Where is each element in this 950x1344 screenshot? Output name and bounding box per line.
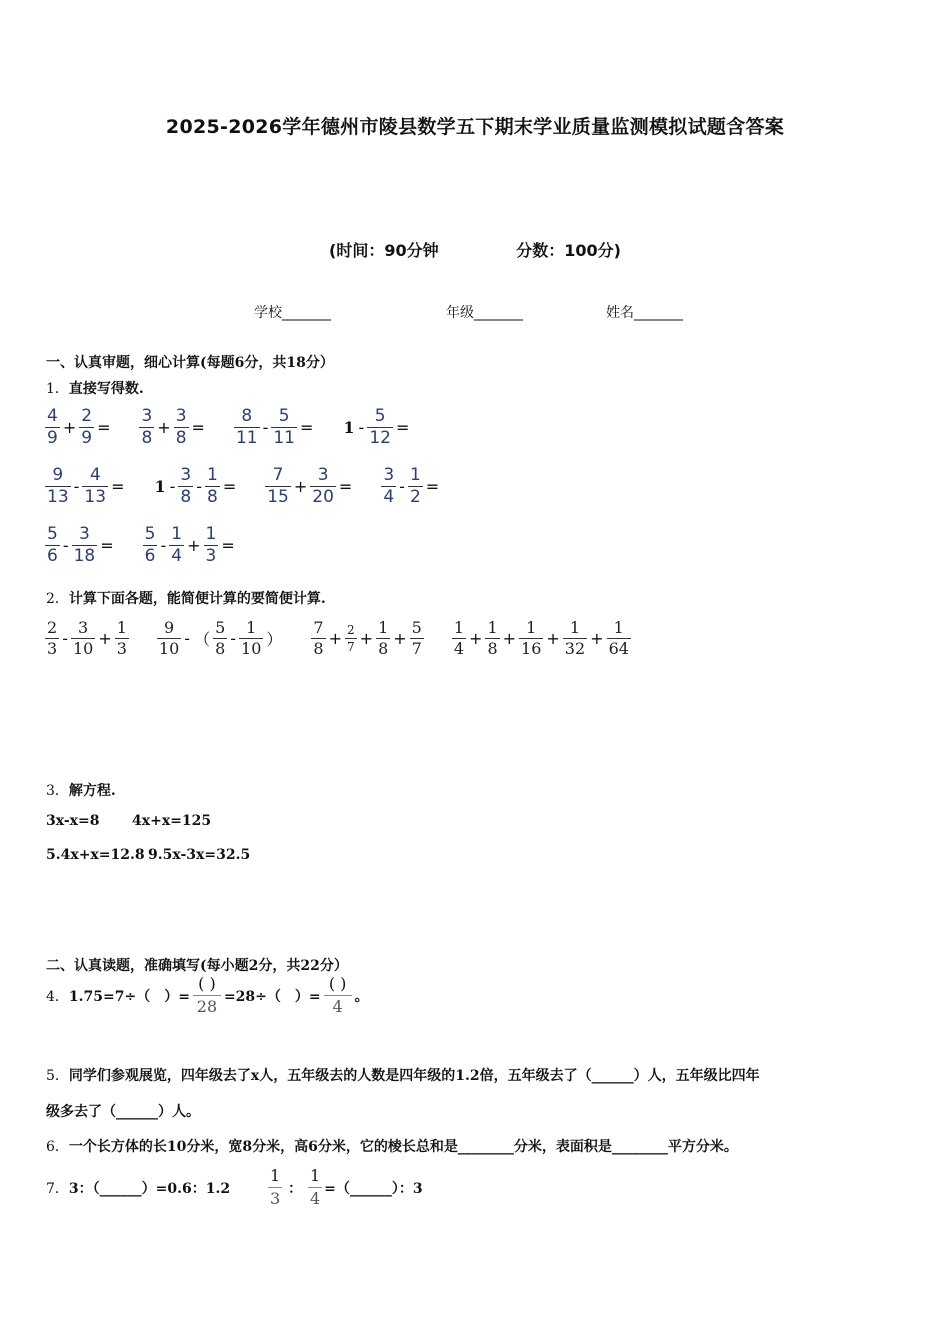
question-5-cont: 级多去了（______）人。 (46, 1104, 200, 1120)
q1-row-1: $\frac{4}{9}$ + $\frac{2}{9}$ = $\frac{3}{8}$ + $\frac{3}{8}$ = $\frac{8}{11}$ - $\frac{5}{11}$ = 1 - $\frac{5}{12}$ = (47, 406, 410, 448)
grade-field: 年级_______ (446, 305, 523, 321)
question-7: 7． 3：（______）=0.6：1.2 1 3 ： 1 4 =（______）：3 (46, 1166, 423, 1208)
question-4: 4． 1.75=7÷（ ）= ( ) 28 =28÷（ ）= ( ) 4 。 (46, 974, 369, 1016)
section-1-heading: 一、认真审题，细心计算(每题6分，共18分） (46, 355, 334, 371)
q1-row-2: $\frac{9}{13}$ - $\frac{4}{13}$ = 1 - $\frac{3}{8}$ - $\frac{1}{8}$ = $\frac{7}{15}$ + $\frac{3}{20}$ = $\frac{3}{4}$ - $\frac{1}{2}$ = (47, 465, 440, 507)
equation-1: 3x-x=8 (46, 813, 100, 829)
question-1: 1．直接写得数. (46, 381, 144, 397)
section-2-heading: 二、认真读题，准确填写(每小题2分，共22分） (46, 958, 348, 974)
equation-2: 4x+x=125 (132, 813, 212, 829)
exam-score: 分数：100分) (516, 241, 621, 260)
exam-time: (时间：90分钟 (329, 241, 439, 260)
page-title: 2025-2026学年德州市陵县数学五下期末学业质量监测模拟试题含答案 (165, 116, 785, 138)
name-field: 姓名_______ (606, 305, 683, 321)
question-2: 2．计算下面各题，能简便计算的要简便计算. (46, 591, 326, 607)
school-field: 学校_______ (254, 305, 331, 321)
q2-expressions: $\frac{2}{3}$ - $\frac{3}{10}$ + $\frac{1}{3}$ $\frac{9}{10}$ - （ $\frac{5}{8}$ - $\frac{1}{10}$ ） $\frac{7}{8}$ + $\frac{2}{7}$ + $\frac{1}{8}$ + $\frac{5}{7}$ $\frac{1}{4}$ + $\frac{1}{8}$ + $\frac{1}{16}$ + $\frac{1}{32}$ + $\frac{1}{64}$ (47, 618, 629, 658)
fraction: $\frac{4}{9}$ (47, 406, 58, 448)
equation-3: 5.4x+x=12.8 (46, 847, 145, 863)
question-3: 3．解方程. (46, 783, 116, 799)
exam-meta (0, 238, 950, 261)
question-5: 5．同学们参观展览，四年级去了x人，五年级去的人数是四年级的1.2倍，五年级去了（______）人，五年级比四年 (46, 1068, 760, 1084)
equation-4: 9.5x-3x=32.5 (148, 847, 251, 863)
q1-row-3: $\frac{5}{6}$ - $\frac{3}{18}$ = $\frac{5}{6}$ - $\frac{1}{4}$ + $\frac{1}{3}$ = (47, 524, 235, 566)
question-6: 6．一个长方体的长10分米，宽8分米，高6分米，它的棱长总和是________分米，表面积是________平方分米。 (46, 1139, 738, 1155)
